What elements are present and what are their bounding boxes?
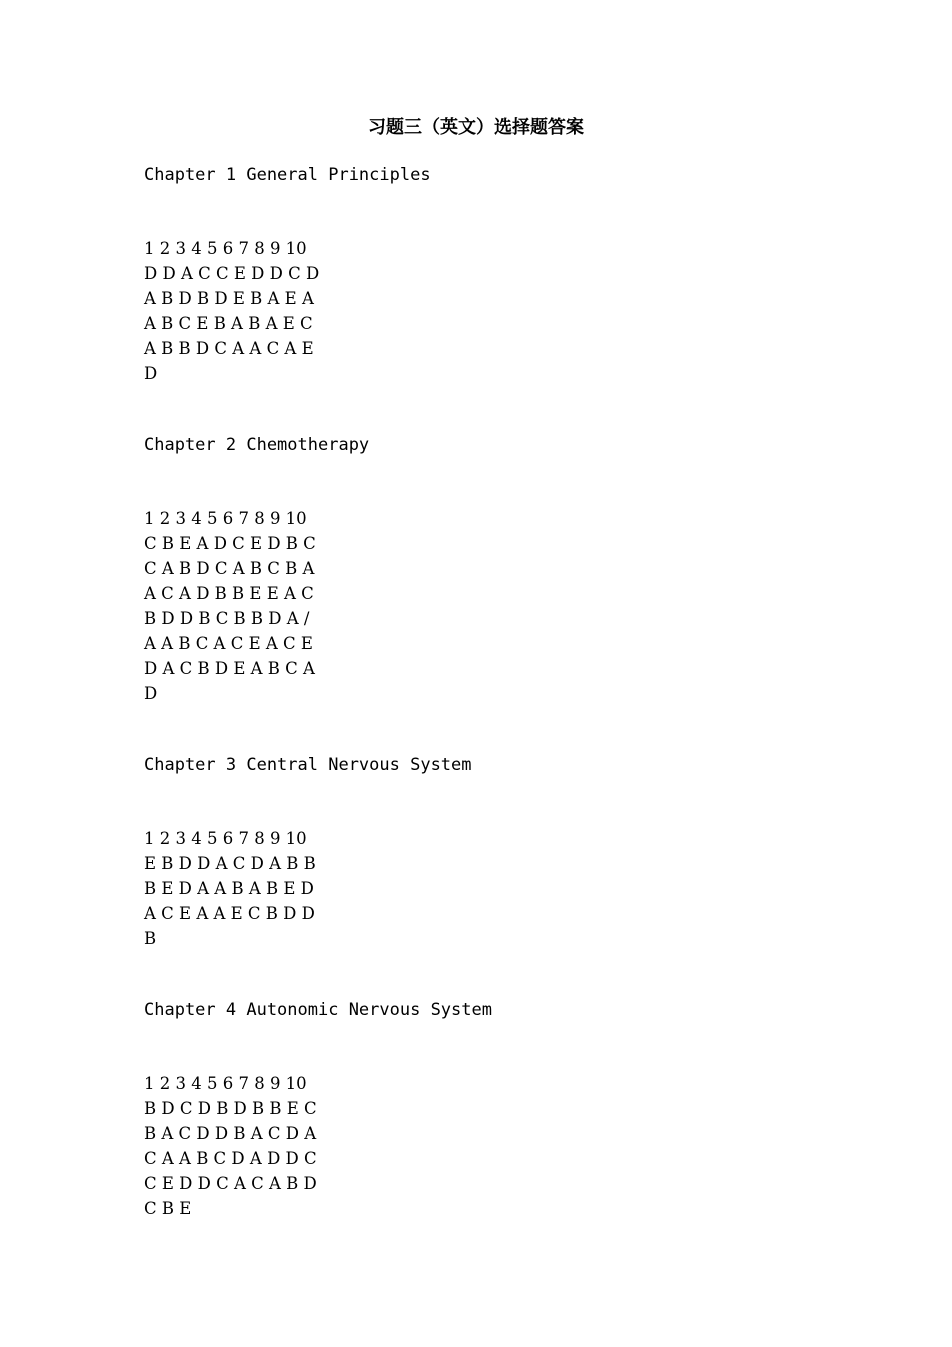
answer-row: B D D B C B B D A / — [144, 609, 310, 628]
answer-row: B E D A A B A B E D — [144, 879, 314, 898]
chapter-section — [144, 433, 369, 706]
answer-row: C A A B C D A D D C — [144, 1149, 317, 1168]
chapter-section — [144, 163, 431, 386]
document-title: 习题三（英文）选择题答案 — [368, 117, 584, 138]
answer-row: D D A C C E D D C D — [144, 264, 320, 283]
answer-row: A B B D C A A C A E — [144, 339, 314, 358]
chapter-heading: Chapter 1 General Principles — [144, 165, 431, 185]
answer-grid — [144, 236, 431, 386]
answer-row: A B C E B A B A E C — [144, 314, 313, 333]
answer-row: E B D D A C D A B B — [144, 854, 316, 873]
answer-row: C B E — [144, 1199, 192, 1218]
answer-grid — [144, 506, 369, 706]
chapter-section — [144, 998, 492, 1221]
chapter-heading: Chapter 3 Central Nervous System — [144, 755, 472, 775]
chapter-section — [144, 753, 472, 951]
answer-row: B — [144, 929, 157, 948]
answer-grid — [144, 826, 472, 951]
answer-row: D — [144, 684, 158, 703]
answer-row: A A B C A C E A C E — [144, 634, 313, 653]
chapter-heading: Chapter 4 Autonomic Nervous System — [144, 1000, 492, 1020]
answer-row: D — [144, 364, 158, 383]
answer-row: A C A D B B E E A C — [144, 584, 314, 603]
answer-row-header: 1 2 3 4 5 6 7 8 9 10 — [144, 239, 307, 258]
answer-row: C B E A D C E D B C — [144, 534, 316, 553]
answer-row: D A C B D E A B C A — [144, 659, 315, 678]
answer-row-header: 1 2 3 4 5 6 7 8 9 10 — [144, 1074, 307, 1093]
answer-grid — [144, 1071, 492, 1221]
chapter-heading: Chapter 2 Chemotherapy — [144, 435, 370, 455]
answer-row: A C E A A E C B D D — [144, 904, 315, 923]
answer-row: C A B D C A B C B A — [144, 559, 315, 578]
answer-row: A B D B D E B A E A — [144, 289, 314, 308]
answer-row-header: 1 2 3 4 5 6 7 8 9 10 — [144, 509, 307, 528]
answer-row: B A C D D B A C D A — [144, 1124, 317, 1143]
answer-row: B D C D B D B B E C — [144, 1099, 317, 1118]
answer-row: C E D D C A C A B D — [144, 1174, 317, 1193]
answer-row-header: 1 2 3 4 5 6 7 8 9 10 — [144, 829, 307, 848]
